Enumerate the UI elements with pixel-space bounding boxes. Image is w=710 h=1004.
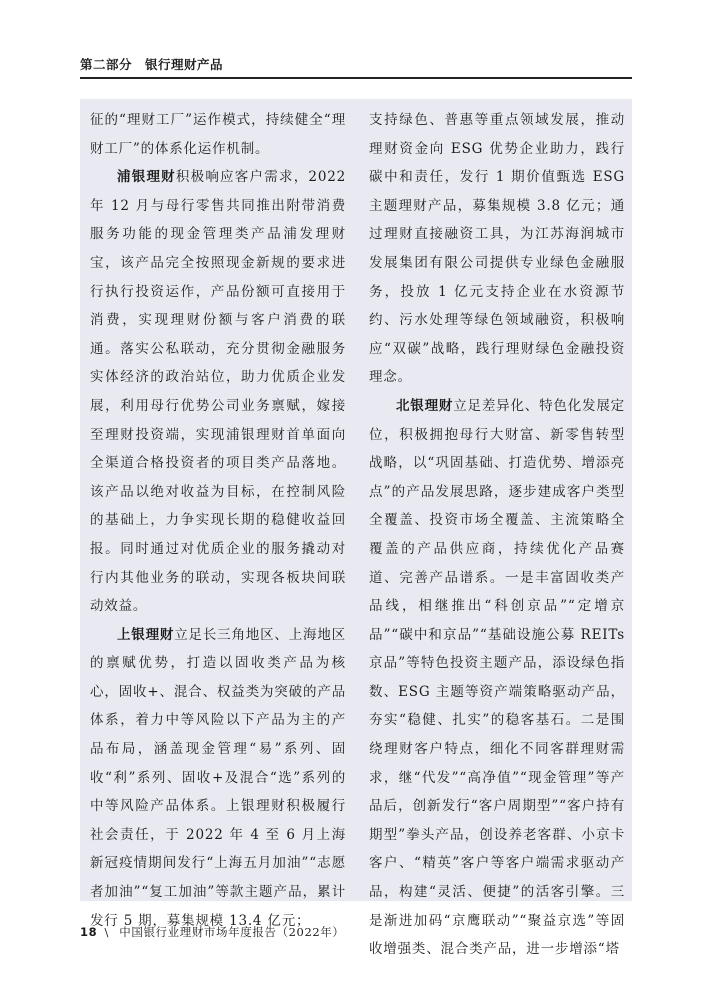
left-column — [90, 106, 346, 935]
paragraph-text: 立足差异化、特色化发展定位，积极拥抱母行大财富、新零售转型战略，以“巩固基础、打造优势、增添亮点”的产品发展思路，逐步建成客户类型全覆盖、投资市场全覆盖、主流策略全覆盖的产品供应商，持续优化产品赛道、完善产品谱系。一是丰富固收类产品线，相继推出“科创京品”“定增京品”“碳中和京品”“基础设施公募 REITs 京品”等特色投资主题产品，添设绿色指数、ESG 主题等资产端策略驱动产品，夯实“稳健、扎实”的稳客基石。二是围绕理财客户特点，细化不同客群理财需求，继“代发”“高净值”“现金管理”等产品后，创新发行“客户周期型”“客户持有期型”拳头产品，创设养老客群、小京卡客户、“精英”客户等客户端需求驱动产品，构建“灵活、便捷”的活客引擎。三是渐进加码“京鹰联动”“聚益京选”等固收增强类、混合类产品，进一步增添“塔 — [369, 397, 625, 958]
report-title: 中国银行业理财市场年度报告（2022年） — [119, 925, 345, 939]
left-paragraph-pudong — [90, 163, 346, 621]
left-paragraph-continued: 征的“理财工厂”运作模式，持续健全“理财工厂”的体系化运作机制。 — [90, 112, 346, 157]
header-rule — [80, 77, 632, 79]
page-number: 18 — [80, 925, 98, 939]
bank-name-pudong: 浦银理财 — [117, 169, 176, 186]
paragraph-text: 立足长三角地区、上海地区的禀赋优势，打造以固收类产品为核心，固收+、混合、权益类为突破的产品体系，着力中等风险以下产品为主的产品布局，涵盖现金管理“易”系列、固收“利”系列、固收+及混合“选”系列的中等风险产品体系。上银理财积极履行社会责任，于 2022 年 4 至 6 月上海新冠疫情期间发行“上海五月加油”“志愿者加油”“复工加油”等款主题产品，累计发行 5 期，募集规模 13.4 亿元； — [90, 626, 346, 929]
bank-name-beijing: 北银理财 — [396, 397, 454, 414]
left-paragraph-shanghai — [90, 621, 346, 936]
right-column — [369, 106, 625, 964]
paragraph-text: 积极响应客户需求，2022 年 12 月与母行零售共同推出附带消费服务功能的现金管理类产品浦发理财宝，该产品完全按照现金新规的要求进行执行投资运作，产品份额可直接用于消费，实现理财份额与客户消费的联通。落实公私联动，充分贯彻金融服务实体经济的政治站位，助力优质企业发展，利用母行优势公司业务禀赋，嫁接至理财投资端，实现浦银理财首单面向全渠道合格投资者的项目类产品落地。该产品以绝对收益为目标，在控制风险的基础上，力争实现长期的稳健收益回报。同时通过对优质企业的服务撬动对行内其他业务的联动，实现各板块间联动效益。 — [90, 169, 346, 615]
right-paragraph-beijing — [369, 392, 625, 964]
right-paragraph-continued: 支持绿色、普惠等重点领域发展，推动理财资金向 ESG 优势企业助力，践行碳中和责任，发行 1 期价值甄选 ESG 主题理财产品，募集规模 3.8 亿元；通过理财直接融资工具，为江苏海润城市发展集团有限公司提供专业绿色金融服务，投放 1 亿元支持企业在水资源节约、污水处理等绿色领域融资，积极响应“双碳”战略，践行理财绿色金融投资理念。 — [369, 112, 625, 386]
section-header: 第二部分 银行理财产品 — [80, 57, 224, 72]
bank-name-shanghai: 上银理财 — [117, 626, 175, 643]
page-footer — [80, 924, 345, 940]
footer-separator: \ — [104, 925, 109, 939]
